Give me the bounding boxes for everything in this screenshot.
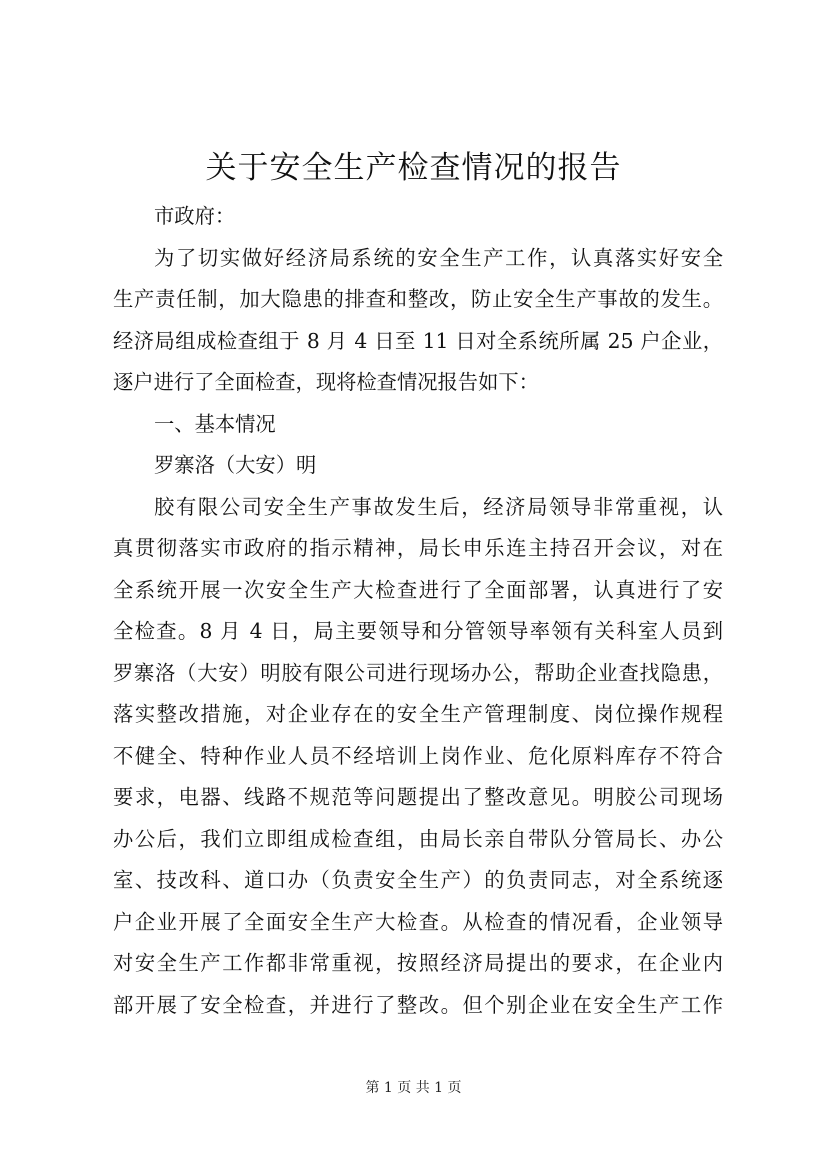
paragraph-line: 罗寨洛（大安）明胶有限公司进行现场办公，帮助企业查找隐患，: [113, 660, 723, 685]
paragraph-line: 不健全、特种作业人员不经培训上岗作业、危化原料库存不符合: [113, 743, 723, 768]
paragraph-line: 全系统开展一次安全生产大检查进行了全面部署，认真进行了安: [113, 577, 723, 602]
paragraph-line: 部开展了安全检查，并进行了整改。但个别企业在安全生产工作: [113, 992, 723, 1017]
paragraph-line: 生产责任制，加大隐患的排查和整改，防止安全生产事故的发生。: [113, 287, 723, 311]
document-title: 关于安全生产检查情况的报告: [205, 150, 622, 186]
paragraph-line: 罗寨洛（大安）明: [154, 453, 317, 477]
paragraph-line: 对安全生产工作都非常重视，按照经济局提出的要求，在企业内: [113, 951, 723, 975]
paragraph-line: 室、技改科、道口办（负责安全生产）的负责同志，对全系统逐: [113, 868, 723, 892]
paragraph-line: 真贯彻落实市政府的指示精神，局长申乐连主持召开会议，对在: [113, 536, 723, 560]
page-footer: 第 1 页 共 1 页: [365, 1080, 462, 1096]
paragraph-line: 经济局组成检查组于 8 月 4 日至 11 日对全系统所属 25 户企业，: [113, 328, 723, 353]
paragraph-line: 为了切实做好经济局系统的安全生产工作，认真落实好安全: [154, 245, 723, 270]
document-body: [113, 196, 723, 1026]
paragraph-line: 胶有限公司安全生产事故发生后，经济局领导非常重视，认: [154, 494, 723, 519]
paragraph-line: 落实整改措施，对企业存在的安全生产管理制度、岗位操作规程: [113, 702, 723, 726]
paragraph-line: 办公后，我们立即组成检查组，由局长亲自带队分管局长、办公: [113, 826, 723, 851]
paragraph-line: 要求，电器、线路不规范等问题提出了整改意见。明胶公司现场: [113, 785, 723, 809]
paragraph-line: 逐户进行了全面检查，现将检查情况报告如下：: [113, 370, 539, 394]
paragraph-line: 一、基本情况: [154, 411, 276, 436]
paragraph-line: 市政府：: [154, 204, 236, 228]
paragraph-line: 户企业开展了全面安全生产大检查。从检查的情况看，企业领导: [113, 909, 723, 934]
paragraph-line: 全检查。8 月 4 日，局主要领导和分管领导率领有关科室人员到: [113, 619, 723, 643]
